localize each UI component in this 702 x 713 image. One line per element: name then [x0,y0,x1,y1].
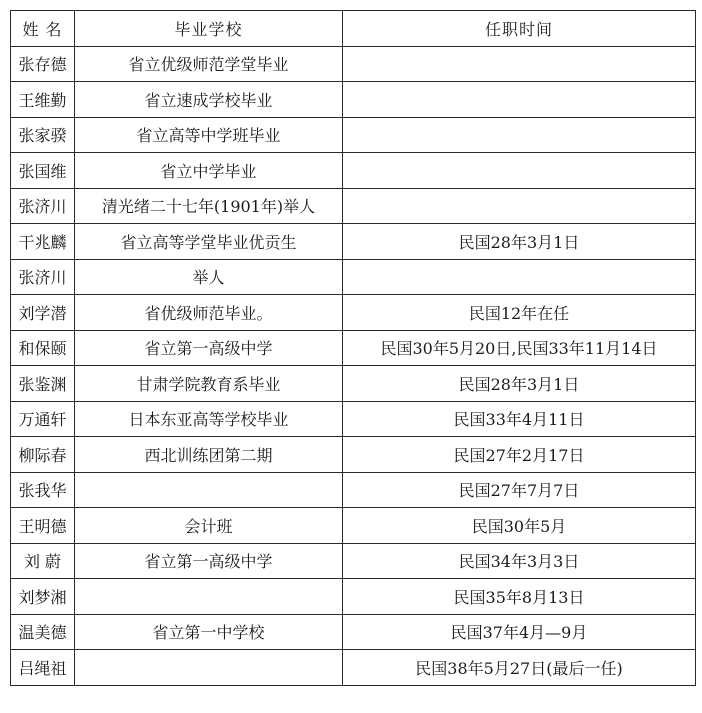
table-row [11,153,696,189]
cell-name: 刘 蔚 [11,543,75,579]
table-row [11,330,696,366]
cell-time: 民国38年5月27日(最后一任) [343,650,696,686]
cell-school: 举人 [75,259,343,295]
table-row [11,259,696,295]
cell-school: 西北训练团第二期 [75,437,343,473]
cell-time: 民国12年在任 [343,295,696,331]
header-school: 毕业学校 [75,11,343,47]
cell-time: 民国27年7月7日 [343,472,696,508]
cell-time: 民国33年4月11日 [343,401,696,437]
cell-time [343,82,696,118]
header-name: 姓 名 [11,11,75,47]
table-row [11,437,696,473]
cell-school [75,472,343,508]
cell-school: 日本东亚高等学校毕业 [75,401,343,437]
cell-school: 省优级师范毕业。 [75,295,343,331]
table-row [11,188,696,224]
table-row [11,82,696,118]
cell-school: 清光绪二十七年(1901年)举人 [75,188,343,224]
table-row [11,295,696,331]
cell-name: 张我华 [11,472,75,508]
cell-time [343,188,696,224]
cell-school: 省立第一中学校 [75,614,343,650]
cell-time: 民国30年5月 [343,508,696,544]
cell-school: 省立高等学堂毕业优贡生 [75,224,343,260]
cell-name: 吕绳祖 [11,650,75,686]
cell-school: 省立中学毕业 [75,153,343,189]
header-row [11,11,696,47]
table-row [11,224,696,260]
cell-school: 省立第一高级中学 [75,543,343,579]
cell-name: 刘学潜 [11,295,75,331]
cell-school: 甘肃学院教育系毕业 [75,366,343,402]
table-row [11,366,696,402]
cell-time: 民国30年5月20日,民国33年11月14日 [343,330,696,366]
table-row [11,543,696,579]
table-row [11,579,696,615]
cell-time [343,153,696,189]
cell-school: 省立高等中学班毕业 [75,117,343,153]
cell-time: 民国28年3月1日 [343,224,696,260]
cell-name: 张济川 [11,188,75,224]
cell-name: 张济川 [11,259,75,295]
principal-roster-document [10,10,695,686]
cell-name: 张鉴渊 [11,366,75,402]
table-row [11,508,696,544]
table-row [11,117,696,153]
table-row [11,401,696,437]
principal-roster-table [10,10,696,686]
table-row [11,472,696,508]
cell-time [343,259,696,295]
cell-time: 民国35年8月13日 [343,579,696,615]
cell-time [343,117,696,153]
cell-time: 民国37年4月—9月 [343,614,696,650]
cell-school: 省立第一高级中学 [75,330,343,366]
cell-name: 张国维 [11,153,75,189]
cell-name: 张存德 [11,46,75,82]
cell-name: 张家骙 [11,117,75,153]
cell-time: 民国34年3月3日 [343,543,696,579]
table-row [11,614,696,650]
table-row [11,650,696,686]
cell-time: 民国28年3月1日 [343,366,696,402]
cell-school: 会计班 [75,508,343,544]
cell-name: 万通轩 [11,401,75,437]
cell-school [75,579,343,615]
cell-name: 柳际春 [11,437,75,473]
cell-school: 省立速成学校毕业 [75,82,343,118]
table-row [11,46,696,82]
cell-name: 王明德 [11,508,75,544]
cell-name: 王维勤 [11,82,75,118]
cell-school [75,650,343,686]
cell-name: 温美德 [11,614,75,650]
cell-name: 刘梦湘 [11,579,75,615]
header-time: 任职时间 [343,11,696,47]
cell-name: 和保颐 [11,330,75,366]
cell-time: 民国27年2月17日 [343,437,696,473]
cell-time [343,46,696,82]
cell-school: 省立优级师范学堂毕业 [75,46,343,82]
cell-name: 干兆麟 [11,224,75,260]
roster-body [11,46,696,685]
